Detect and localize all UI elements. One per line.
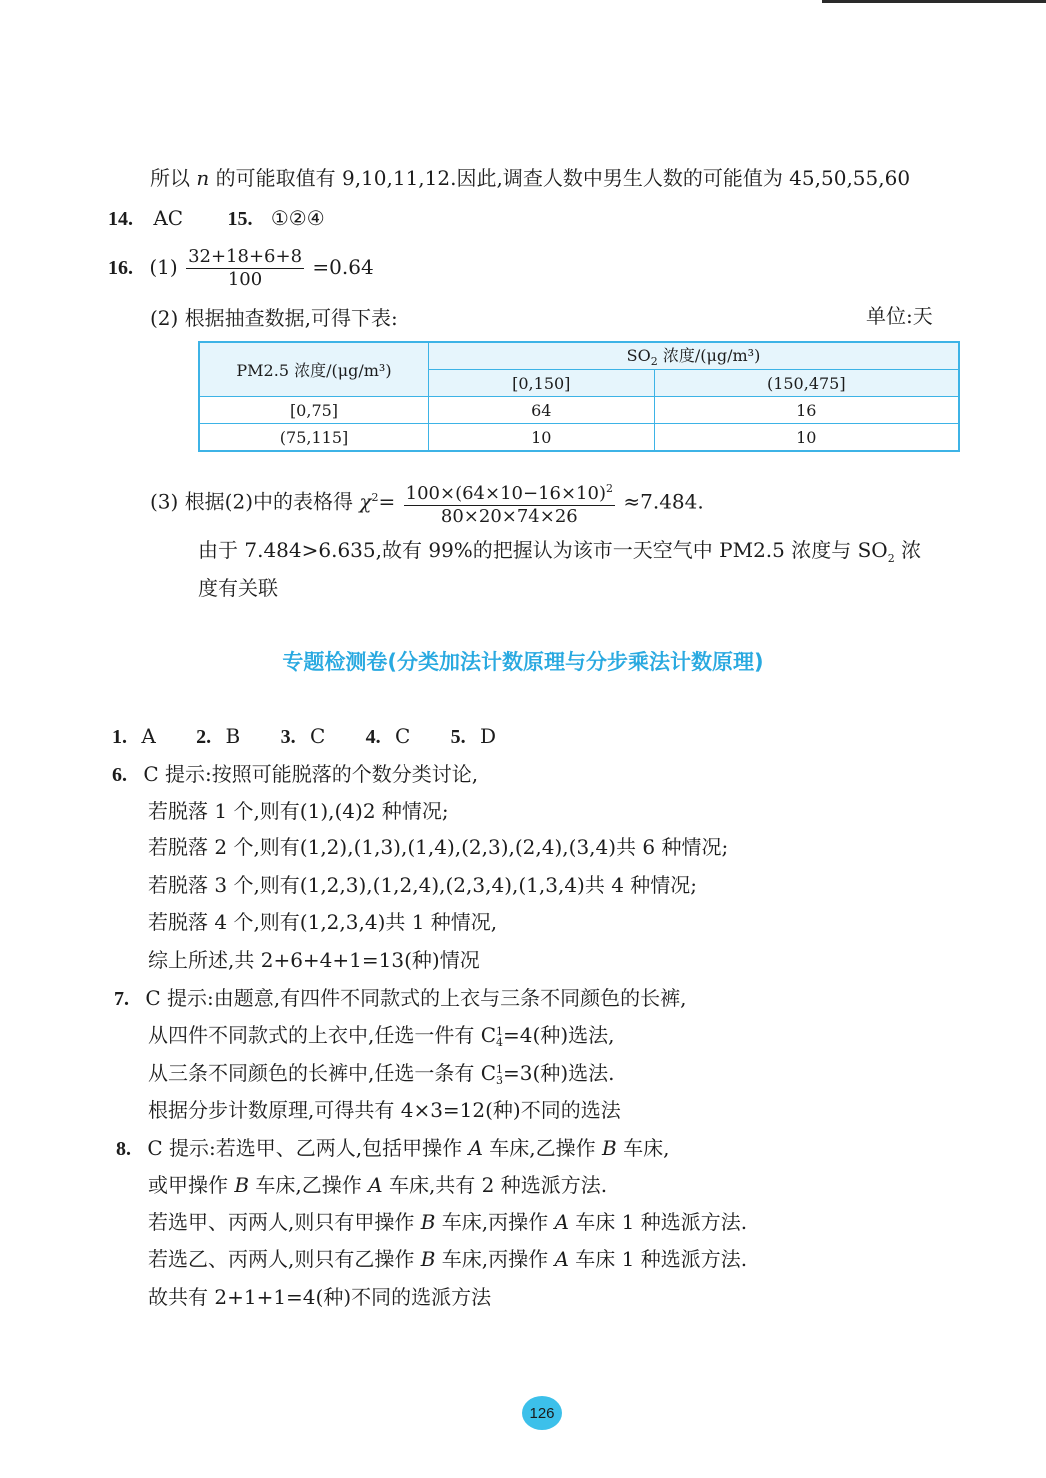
- q16-number: 16.: [108, 257, 133, 279]
- q7-line3: 根据分步计数原理,可得共有 4×3=12(种)不同的选法: [148, 1098, 621, 1122]
- combination-sup: 1: [496, 1024, 504, 1038]
- combination-sub: 3: [496, 1073, 504, 1087]
- section-title: 专题检测卷(分类加法计数原理与分步乘法计数原理): [282, 650, 764, 674]
- q16-part3: [150, 474, 704, 528]
- var-b: B: [602, 1136, 617, 1160]
- q7-line2: [148, 1059, 614, 1087]
- mc-answer: A: [141, 724, 156, 748]
- q6-line: 若脱落 1 个,则有(1),(4)2 种情况;: [148, 799, 449, 823]
- q7-line1-text: 从四件不同款式的上衣中,任选一件有 C: [148, 1023, 497, 1047]
- q8-hint-c: 车床,: [616, 1136, 670, 1160]
- q16-conclusion-line1: [198, 536, 921, 573]
- equals-sign: =: [378, 489, 396, 514]
- q16-p1-fraction: [186, 246, 304, 291]
- mc-number: 2.: [196, 726, 212, 748]
- var-a: A: [554, 1247, 569, 1271]
- combination-sup: 1: [496, 1062, 504, 1076]
- q8-l2-b: 车床,丙操作: [435, 1210, 555, 1234]
- q6-line: 综上所述,共 2+6+4+1=13(种)情况: [148, 948, 480, 972]
- table-col1-header: [0,150]: [429, 370, 655, 397]
- so-label: SO: [626, 346, 651, 366]
- q15-answer: ①②④: [270, 206, 325, 230]
- mc-answer: B: [225, 724, 241, 748]
- combination-sub: 4: [496, 1035, 504, 1049]
- mc-number: 3.: [280, 726, 296, 748]
- var-b: B: [420, 1247, 436, 1271]
- q16-part2-text: (2) 根据抽查数据,可得下表:: [150, 306, 398, 330]
- mc-number: 5.: [450, 726, 466, 748]
- q8-hint-b: 车床,乙操作: [482, 1136, 603, 1160]
- table-row-label: (75,115]: [199, 424, 429, 452]
- q6-hint: C 提示:按照可能脱落的个数分类讨论,: [143, 762, 479, 786]
- mc-answer: D: [480, 724, 497, 748]
- q7-head: [114, 984, 686, 1013]
- fraction-denominator: 100: [227, 269, 263, 290]
- answers-14-15: [108, 204, 325, 233]
- table-header-row: [199, 342, 959, 370]
- q6-head: [112, 760, 478, 789]
- q8-line1: [148, 1171, 607, 1199]
- fraction-denominator: 80×20×74×26: [440, 506, 578, 528]
- q8-l1-b: 车床,乙操作: [249, 1173, 369, 1197]
- q16-part1: [108, 245, 374, 291]
- q16-conclusion-line2: 度有关联: [198, 576, 278, 600]
- table-col2-header: (150,475]: [654, 370, 959, 397]
- q8-l1-c: 车床,共有 2 种选派方法.: [382, 1173, 608, 1197]
- var-a: A: [368, 1173, 383, 1197]
- q8-hint-a: C 提示:若选甲、乙两人,包括甲操作: [147, 1136, 469, 1160]
- q8-l2-a: 若选甲、丙两人,则只有甲操作: [148, 1210, 421, 1234]
- var-a: A: [468, 1136, 483, 1160]
- page-number: 126: [522, 1396, 562, 1430]
- q7-line1: [148, 1021, 614, 1049]
- fraction-numerator: [404, 478, 615, 506]
- q16-p3-result: ≈7.484.: [623, 489, 704, 514]
- table-row-label: [0,75]: [199, 397, 429, 424]
- q16-p3-label: (3) 根据(2)中的表格得: [150, 489, 354, 514]
- table-row: [199, 397, 959, 424]
- conclusion-text: 由于 7.484>6.635,故有 99%的把握认为该市一天空气中 PM2.5 浓度与 SO: [198, 538, 888, 562]
- chi-symbol: χ: [359, 489, 372, 514]
- q7-line2-text: 从三条不同颜色的长裤中,任选一条有 C: [148, 1061, 497, 1085]
- intro-suffix: 的可能取值有 9,10,11,12.因此,调查人数中男生人数的可能值为 45,50,55,60: [215, 166, 911, 190]
- q8-l2-c: 车床 1 种选派方法.: [568, 1210, 748, 1234]
- q8-number: 8.: [116, 1138, 131, 1160]
- q7-hint: C 提示:由题意,有四件不同款式的上衣与三条不同颜色的长裤,: [145, 986, 687, 1010]
- table-row: [199, 424, 959, 452]
- mc-number: 1.: [112, 726, 127, 748]
- chi-superscript: 2: [371, 491, 379, 504]
- contingency-table: [198, 341, 960, 452]
- q15-number: 15.: [227, 208, 253, 230]
- fraction-numerator: 32+18+6+8: [188, 246, 303, 267]
- header-rule: [822, 0, 1046, 3]
- q8-l3-a: 若选乙、丙两人,则只有乙操作: [148, 1247, 421, 1271]
- var-a: A: [554, 1210, 569, 1234]
- q14-answer: AC: [153, 206, 184, 230]
- so-subscript: 2: [887, 552, 895, 565]
- mc-answers: [112, 722, 496, 751]
- table-cell: 64: [429, 397, 655, 424]
- table-cell: 16: [654, 397, 959, 424]
- q8-head: [116, 1134, 669, 1163]
- q8-l3-c: 车床 1 种选派方法.: [568, 1247, 748, 1271]
- intro-var-n: n: [196, 166, 210, 190]
- table-unit: 单位:天: [866, 304, 933, 328]
- var-b: B: [420, 1210, 436, 1234]
- table-cell: 10: [429, 424, 655, 452]
- q16-p3-fraction: [404, 478, 615, 528]
- mc-answer: C: [309, 724, 326, 748]
- q14-number: 14.: [108, 208, 133, 230]
- q16-p1-result: =0.64: [312, 255, 374, 279]
- table-col-group-header: [429, 342, 960, 370]
- table-cell: 10: [654, 424, 959, 452]
- q6-line: 若脱落 2 个,则有(1,2),(1,3),(1,4),(2,3),(2,4),(3,4)共 6 种情况;: [148, 835, 729, 859]
- q8-line4: 故共有 2+1+1=4(种)不同的选派方法: [148, 1285, 492, 1309]
- intro-prefix: 所以: [150, 166, 190, 190]
- combination-index: [496, 1064, 503, 1086]
- combination-index: [496, 1026, 503, 1048]
- q7-line2-result: =3(种)选法.: [503, 1061, 615, 1085]
- q8-l1-a: 或甲操作: [148, 1173, 235, 1197]
- q7-number: 7.: [114, 988, 129, 1010]
- so-subscript: 2: [650, 355, 658, 369]
- intro-line: [150, 164, 910, 192]
- q7-line1-result: =4(种)选法,: [503, 1023, 615, 1047]
- var-b: B: [234, 1173, 250, 1197]
- numerator-text: 100×(64×10−16×10): [405, 483, 606, 505]
- numerator-superscript: 2: [606, 482, 613, 496]
- conclusion-text-end: 浓: [894, 538, 922, 562]
- q6-number: 6.: [112, 764, 127, 786]
- mc-answer: C: [394, 724, 411, 748]
- q6-line: 若脱落 3 个,则有(1,2,3),(1,2,4),(2,3,4),(1,3,4)共 4 种情况;: [148, 873, 698, 897]
- mc-number: 4.: [365, 726, 381, 748]
- so-unit: 浓度/(μg/m³): [657, 346, 761, 366]
- q8-line3: [148, 1245, 747, 1273]
- q8-l3-b: 车床,丙操作: [435, 1247, 555, 1271]
- q6-line: 若脱落 4 个,则有(1,2,3,4)共 1 种情况,: [148, 910, 498, 934]
- q16-p1-label: (1): [149, 255, 178, 279]
- q8-line2: [148, 1208, 747, 1236]
- table-row-header: PM2.5 浓度/(μg/m³): [199, 342, 429, 397]
